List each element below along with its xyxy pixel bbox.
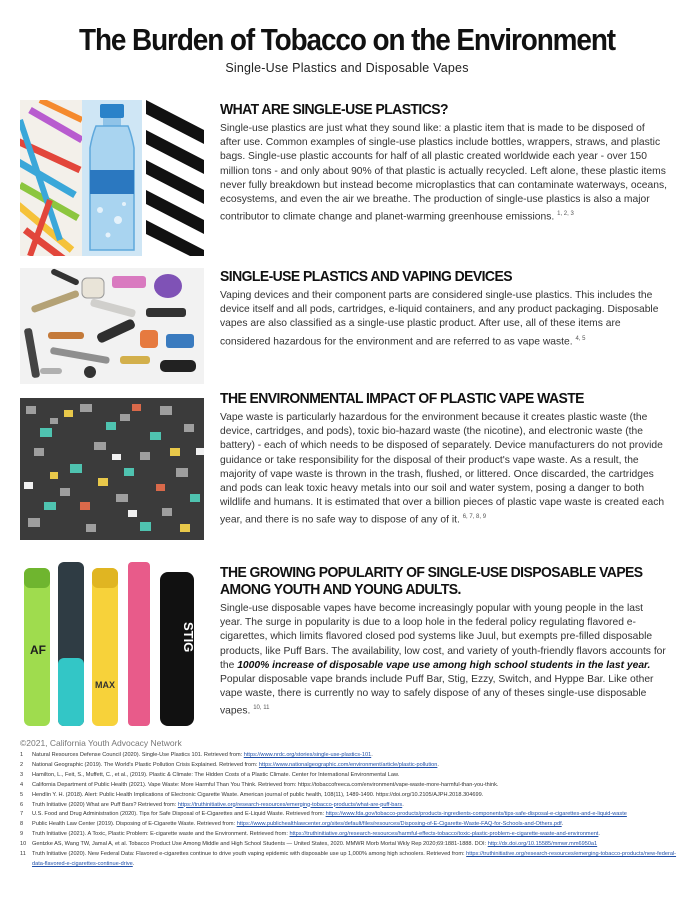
reference-item: 10 Gentzke AS, Wang TW, Jamal A, et al. Tobacco Product Use Among Middle and High School Students — United States, 2020. MMWR Morb Mortal Wkly Rep 2020;69:1881-1888. DOI: http://dx.doi.org/10.15585/mmwr.mm6950a1 [20, 841, 598, 848]
section-heading: THE ENVIRONMENTAL IMPACT OF PLASTIC VAPE WASTE [220, 390, 584, 407]
reference-link[interactable]: https://truthinitiative.org/research-resources/harmful-effects-tobacco/toxic-plastic-problem-e-cigarette-waste-and-environment [289, 831, 599, 838]
reference-item: 4 California Department of Public Health (2021). Vape Waste: More Harmful Than You Think. Retrieved from: https://tobaccofreeca.com/environment/vape-waste-more-harmful-than-you-think. [20, 781, 499, 788]
emphasis-statistic: 1000% increase of disposable vape use among high school students in the last year. [237, 659, 651, 671]
reference-item: 1 Natural Resources Defense Council (2020). Single-Use Plastics 101. Retrieved from: https://www.nrdc.org/stories/single-use-plastics-101. [20, 752, 373, 758]
reference-link[interactable]: https://www.nationalgeographic.com/environment/article/plastic-pollution [258, 761, 438, 768]
section-growing-popularity [220, 564, 668, 719]
section-heading: SINGLE-USE PLASTICS AND VAPING DEVICES [220, 268, 512, 285]
section-body: Vape waste is particularly hazardous for the environment because it creates plastic waste (the device, cartridges, and pods), toxic bio-hazard waste (the nicotine), and electronic waste (the battery) - each of which needs to be disposed of separately. Device manufacturers do not provide guidance or take responsibility for the disposal of their product's vape waste. As a result, the majority of vape waste is thrown in the trash, flushed, or littered. Once discarded, the cartridges and pods can leak toxic heavy metals into our soil and water system, posing a danger to both wildlife and humans. It is estimated that over a billion pieces of plastic vape waste is created each year, and there is no safe way to dispose of any of it. $^{6, 7, 8, 9}$ [220, 412, 665, 526]
reference-item: 7 U.S. Food and Drug Administration (2020). Tips for Safe Disposal of E-Cigarettes and E-Liquid Waste. Retrieved from: https://www.fda.gov/tobacco-products/products-ingredients-components/tips-safe-disposal-e-cigarettes-and-e-liquid-waste [20, 811, 627, 818]
vape-waste-image [20, 398, 204, 540]
reference-link[interactable]: https://www.fda.gov/tobacco-products/products-ingredients-components/tips-safe-disposal-e-cigarettes-and-e-liquid-waste [325, 811, 627, 818]
reference-link[interactable]: http://dx.doi.org/10.15585/mmwr.mm6950a1 [487, 841, 598, 848]
page-subtitle: Single-Use Plastics and Disposable Vapes [225, 61, 469, 75]
copyright: ©2021, California Youth Advocacy Network [20, 738, 182, 748]
section-body: Vaping devices and their component parts are considered single-use plastics. This includes the device itself and all pods, cartridges, e-liquid containers, and any product packaging. Disposable vapes are also classified as a single-use plastic product. After use, all of these items are considered hazardous for the environment and are referred to as vape waste. $^{4, 5}$ [220, 290, 659, 348]
vape-brand-label: AF [30, 643, 46, 657]
reference-list [20, 751, 680, 870]
section-vaping-devices [220, 268, 668, 349]
reference-link[interactable]: https://truthinitiative.org/research-resources/emerging-tobacco-products/new-federal-data-flavored-e-cigarettes-continue-drive [32, 851, 677, 867]
reference-item: 11 Truth Initiative (2020). New Federal Data: Flavored e-cigarettes continue to drive youth vaping epidemic with disposable use up 1,000% among high schoolers. Retrieved from: https://truthinitiative.org/research-resources/emerging-tobacco-products/new-federal-data-flavored-e-cigarettes-continue-drive. [20, 851, 677, 867]
reference-item: 8 Public Health Law Center (2019). Disposing of E-Cigarette Waste. Retrieved from: https://www.publichealthlawcenter.org/sites/default/files/resources/Disposing-of-E-Cigarette-Waste-FAQ-for-Schools-and-Others.pdf. [20, 821, 564, 828]
reference-link[interactable]: https://www.publichealthlawcenter.org/sites/default/files/resources/Disposing-of-E-Cigarette-Waste-FAQ-for-Schools-and-Others.pdf [236, 821, 562, 828]
reference-link[interactable]: https://truthinitiative.org/research-resources/emerging-tobacco-products/what-are-puff-bars [177, 801, 403, 808]
reference-superscript: 10, 11 [253, 705, 270, 712]
reference-superscript: 1, 2, 3 [557, 211, 574, 218]
vaping-devices-image [20, 268, 204, 384]
vape-brand-label: STIG [181, 622, 196, 653]
section-body: Single-use disposable vapes have become increasingly popular with young people in the last year. The surge in popularity is due to a loop hole in the federal policy regulating flavored e-cigarettes, which limits flavored closed pod systems like Juul, but exempts pre-filled disposable products, like Puff Bars. The availability, low cost, and variety of youth-friendly flavors accounts for the 1000% increase of disposable vape use among high school students in the last year. Popular disposable vape brands include Puff Bar, Stig, Ezzy, Switch, and Hyppe Bar. Like other vape waste, there is currently no way to safely dispose of any of theses single-use disposable vapes. $^{10, 11}$ [220, 603, 666, 717]
section-heading: WHAT ARE SINGLE-USE PLASTICS? [220, 101, 448, 118]
reference-item: 9 Truth Initiative (2021). A Toxic, Plastic Problem: E-cigarette waste and the Environment. Retrieved from: https://truthinitiative.org/research-resources/harmful-effects-tobacco/toxic-plastic-problem-e-cigarette-waste-and-environment. [20, 831, 600, 838]
page-title: The Burden of Tobacco on the Environment [78, 22, 616, 57]
reference-link[interactable]: https://www.nrdc.org/stories/single-use-plastics-101 [243, 752, 372, 758]
reference-superscript: 4, 5 [575, 335, 586, 342]
section-single-use-plastics [220, 101, 668, 225]
reference-item: 2 National Geographic (2019). The World's Plastic Pollution Crisis Explained. Retrieved from: https://www.nationalgeographic.com/environment/article/plastic-pollution. [20, 761, 439, 768]
section-environmental-impact [220, 390, 668, 528]
reference-item: 3 Hamilton, L., Feit, S., Muffett, C., et al., (2019). Plastic & Climate: The Hidden Costs of a Plastic Climate. Center for International Environmental Law. [20, 771, 400, 778]
single-use-plastics-image [20, 100, 204, 256]
vape-brand-label: MAX [95, 680, 115, 690]
reference-item: 5 Hendlin Y. H. (2018). Alert: Public Health Implications of Electronic Cigarette Waste. American journal of public health, 108(11), 1489-1490. https://doi.org/10.2105/AJPH.2018.304699. [20, 791, 484, 798]
reference-item: 6 Truth Initiative (2020) What are Puff Bars? Retrieved from: https://truthinitiative.org/research-resources/emerging-tobacco-products/what-are-puff-bars. [20, 801, 404, 808]
section-body: Single-use plastics are just what they sound like: a plastic item that is made to be disposed of after use. Common examples of single-use plastics include bottles, wrappers, straws, and plastic bags. Single-use plastic accounts for half of all plastic created worldwide each year - over 150 million tons - and only about 90% of that plastic is actually recycled. Left alone, these plastic items never fully breakdown but instead become microplastics that can contaminate waterways, oceans, ecosystems, and even the air we breathe. The production of single-use plastics is also a major contributor to climate change and planet-warming greenhouse emissions. $^{1, 2, 3}$ [220, 123, 667, 223]
section-heading: THE GROWING POPULARITY OF SINGLE-USE DISPOSABLE VAPES AMONG YOUTH AND YOUNG ADULTS. [220, 564, 643, 598]
reference-superscript: 6, 7, 8, 9 [462, 514, 487, 521]
disposable-vapes-image [20, 558, 204, 730]
